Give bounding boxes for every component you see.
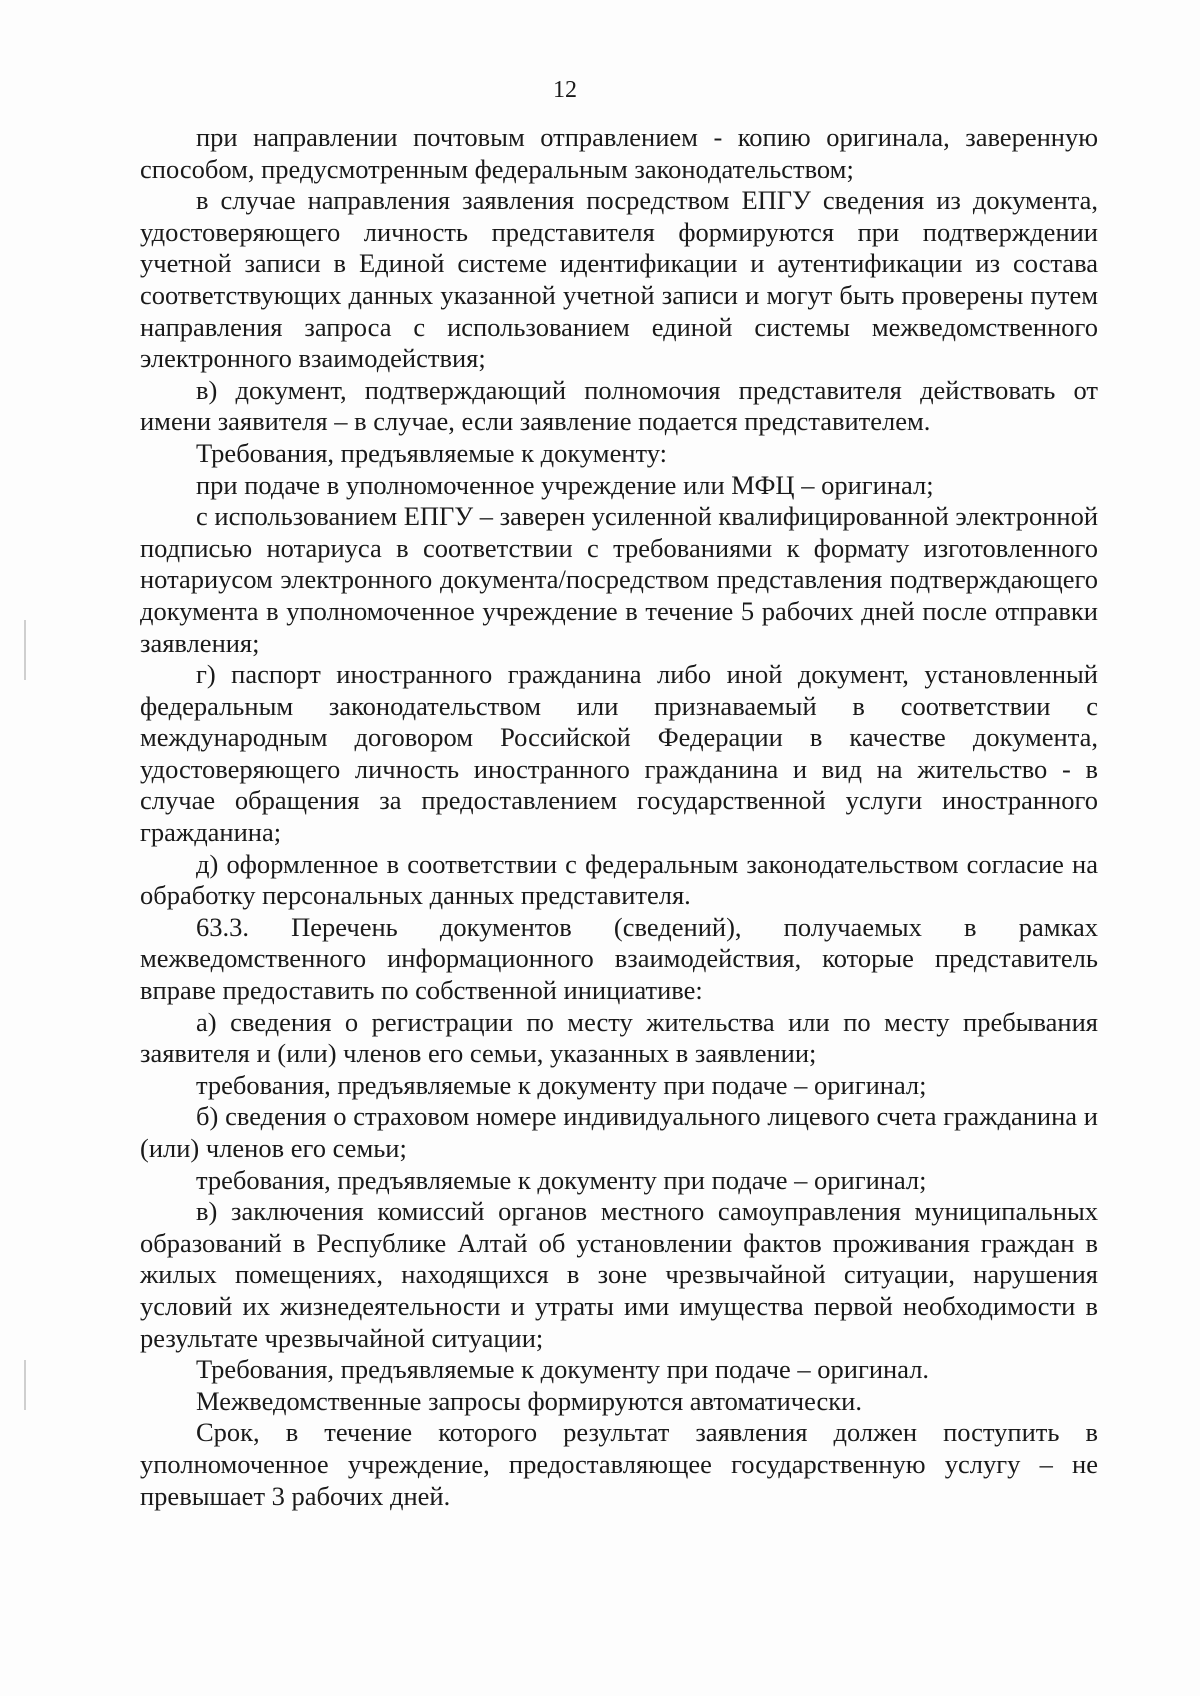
paragraph-mail-copy: при направлении почтовым отправлением - копию оригинала, заверенную способом, предусмотренным федеральным законодательством;	[140, 122, 1098, 184]
paragraph-epgu-identity: в случае направления заявления посредством ЕПГУ сведения из документа, удостоверяющего личность представителя формируются при подтверждении учетной записи в Единой системе идентификации и аутентификации из состава соответствующих данных указанной учетной записи и могут быть проверены путем направления запроса с использованием единой системы межведомственного электронного взаимодействия;	[140, 185, 1098, 374]
paragraph-item-v-commissions: в) заключения комиссий органов местного самоуправления муниципальных образований в Республике Алтай об установлении фактов проживания граждан в жилых помещениях, находящихся в зоне чрезвычайной ситуации, нарушения условий их жизнедеятельности и утраты ими имущества первой необходимости в результате чрезвычайной ситуации;	[140, 1196, 1098, 1353]
scan-artifact	[24, 620, 26, 680]
paragraph-item-v-authority: в) документ, подтверждающий полномочия представителя действовать от имени заявителя – в случае, если заявление подается представителем.	[140, 374, 1098, 437]
paragraph-requirements-original-1: требования, предъявляемые к документу при подаче – оригинал;	[196, 1069, 927, 1100]
paragraph-epgu-notary: с использованием ЕПГУ – заверен усиленной квалифицированной электронной подписью нотариуса в соответствии с требованиями к формату изготовленного нотариусом электронного документа/посредством представления подтверждающего документа в уполномоченное учреждение в течение 5 рабочих дней после отправки заявления;	[140, 501, 1099, 658]
document-body	[140, 122, 1098, 1512]
paragraph-item-b-insurance: б) сведения о страховом номере индивидуального лицевого счета гражданина и (или) членов его семьи;	[140, 1101, 1098, 1163]
paragraph-deadline: Срок, в течение которого результат заявления должен поступить в уполномоченное учреждение, предоставляющее государственную услугу – не превышает 3 рабочих дней.	[140, 1417, 1098, 1511]
paragraph-item-d-consent: д) оформленное в соответствии с федеральным законодательством согласие на обработку персональных данных представителя.	[140, 848, 1098, 911]
paragraph-requirements-original-3: Требования, предъявляемые к документу при подаче – оригинал.	[196, 1354, 930, 1385]
paragraph-requirements-original-2: требования, предъявляемые к документу при подаче – оригинал;	[196, 1164, 927, 1195]
paragraph-requirements-heading: Требования, предъявляемые к документу:	[196, 437, 668, 468]
paragraph-item-g-passport: г) паспорт иностранного гражданина либо иной документ, установленный федеральным законодательством или признаваемый в соответствии с международным договором Российской Федерации в качестве документа, удостоверяющего личность иностранного гражданина и вид на жительство - в случае обращения за предоставлением государственной услуги иностранного гражданина;	[140, 659, 1098, 848]
paragraph-mfc-original: при подаче в уполномоченное учреждение или МФЦ – оригинал;	[196, 469, 934, 500]
paragraph-item-a-registration: а) сведения о регистрации по месту жительства или по месту пребывания заявителя и (или) членов его семьи, указанных в заявлении;	[140, 1006, 1098, 1069]
page-number: 12	[553, 77, 577, 103]
scan-artifact	[24, 1360, 26, 1410]
paragraph-section-63-3: 63.3. Перечень документов (сведений), получаемых в рамках межведомственного информационного взаимодействия, которые представитель вправе предоставить по собственной инициативе:	[140, 911, 1098, 1006]
paragraph-auto-requests: Межведомственные запросы формируются автоматически.	[196, 1385, 862, 1416]
